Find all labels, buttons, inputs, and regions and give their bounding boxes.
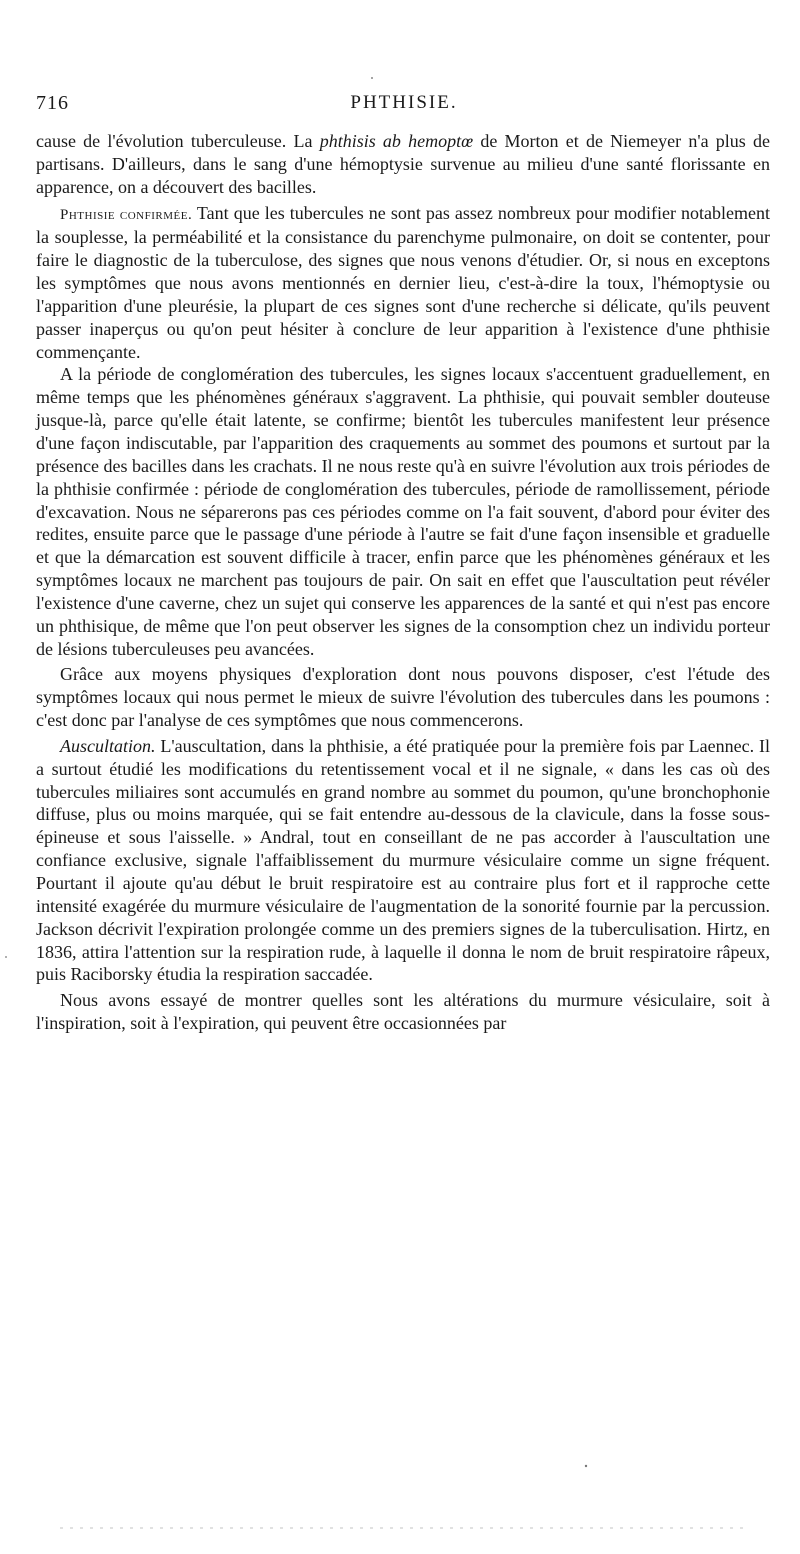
section-lead: Phthisie confirmée. xyxy=(60,206,193,223)
page-header xyxy=(36,92,772,122)
latin-phrase: phthisis ab hemoptœ xyxy=(319,131,474,151)
paragraph-alterations xyxy=(36,989,770,1035)
page-number: 716 xyxy=(36,92,69,114)
text-run: Nous avons essayé de montrer quelles sont les altérations du murmure vésiculaire, soit à l'inspiration, soit à l'expiration, qui peuvent être occasionnées par xyxy=(36,990,770,1034)
paragraph-auscultation xyxy=(36,735,770,986)
paragraph-phthisie-confirmee xyxy=(36,202,770,364)
scan-speck xyxy=(585,1465,587,1467)
body-text xyxy=(36,130,770,1035)
paragraph-continuation xyxy=(36,130,770,199)
text-run: Grâce aux moyens physiques d'exploration dont nous pouvons disposer, c'est l'étude des symptômes locaux qui nous permet le mieux de suivre l'évolution des tubercules dans les poumons : c'est donc par l'analyse de ces symptômes que nous commencerons. xyxy=(36,664,770,731)
scan-speck xyxy=(371,77,373,79)
paragraph-conglomeration xyxy=(36,363,770,660)
running-head: PHTHISIE. xyxy=(350,92,458,113)
text-run: Tant que les tubercules ne sont pas assez nombreux pour modifier notablement la souplesse, la perméabilité et la consistance du parenchyme pulmonaire, on doit se contenter, pour faire le diagnostic de la tuberculose, des signes que nous venons d'étudier. Or, si nous en exceptons les symptômes que nous avons mentionnés en dernier lieu, c'est-à-dire la toux, l'hémoptysie ou l'apparition d'une pleurésie, la plupart de ces signes sont d'une recherche si délicate, qu'ils peuvent passer inaperçus ou qu'on peut hésiter à conclure de leur apparition à l'existence d'une phthisie commençante. xyxy=(36,202,770,362)
paragraph-moyens-physiques xyxy=(36,663,770,732)
text-run: de Morton et de Niemeyer n'a plus de partisans. D'ailleurs, dans le sang d'une hémoptysie survenue au milieu d'une santé florissante en apparence, on a découvert des bacilles. xyxy=(36,131,770,197)
text-run: cause de l'évolution tuberculeuse. La xyxy=(36,131,320,151)
text-run: A la période de conglomération des tubercules, les signes locaux s'accentuent graduellement, en même temps que les phénomènes généraux s'aggravent. La phthisie, qui pouvait sembler douteuse jusque-là, parce qu'elle était latente, se confirme; bientôt les tubercules manifestent leur présence d'une façon indiscutable, par l'apparition des craquements au sommet des poumons et surtout par la présence des bacilles dans les crachats. Il ne nous reste qu'à en suivre l'évolution aux trois périodes de la phthisie confirmée : période de conglomération des tubercules, période de ramollissement, période d'excavation. Nous ne séparerons pas ces périodes comme on l'a fait souvent, d'abord pour éviter des redites, ensuite parce que le passage d'une période à l'autre se fait d'une façon insensible et graduelle et que la démarcation est souvent difficile à tracer, enfin parce que les phénomènes généraux et les symptômes locaux ne marchent pas toujours de pair. On sait en effet que l'auscultation peut révéler l'existence d'une caverne, chez un sujet qui conserve les apparences de la santé et qui n'est pas encore un phthisique, de même que l'on peut observer les signes de la consomption chez un individu porteur de lésions tuberculeuses peu avancées. xyxy=(36,364,770,659)
section-lead: Auscultation. xyxy=(60,735,156,756)
text-run: L'auscultation, dans la phthisie, a été pratiquée pour la première fois par Laennec. Il a surtout étudié les modifications du retentissement vocal et il ne signale, « dans les cas où des tubercules miliaires sont accumulés en grand nombre au sommet du poumon, qu'une bronchophonie diffuse, plus ou moins marquée, qui se fait entendre au-dessous de la clavicule, dans la fosse sous-épineuse et sous l'aisselle. » Andral, tout en conseillant de ne pas accorder à l'auscultation une confiance exclusive, signale l'affaiblissement du murmure vésiculaire comme un signe fréquent. Pourtant il ajoute qu'au début le bruit respiratoire est au contraire plus fort et il rapproche cette intensité exagérée du murmure vésiculaire de l'augmentation de la sonorité fournie par la percussion. Jackson décrivit l'expiration prolongée comme un des premiers signes de la tuberculisation. Hirtz, en 1836, attira l'attention sur la respiration rude, à laquelle il donna le nom de bruit respiratoire râpeux, puis Raciborsky étudia la respiration saccadée. xyxy=(36,735,770,985)
scan-speck xyxy=(5,956,7,958)
